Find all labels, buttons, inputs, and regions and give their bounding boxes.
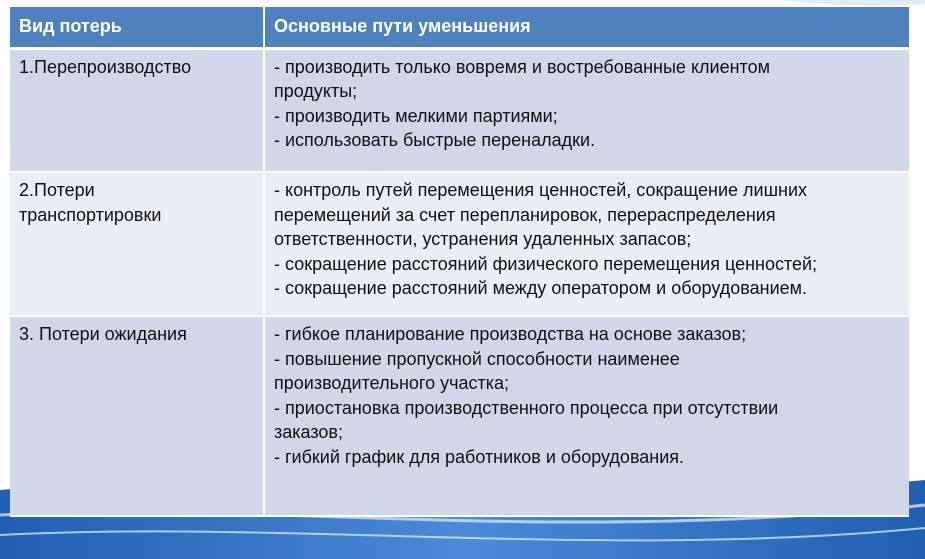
reduction-way-line: - повышение пропускной способности наименее: [274, 348, 680, 369]
loss-reduction-table-container: [10, 7, 909, 517]
loss-type-label: 2.Потери: [19, 180, 95, 200]
reduction-way-line: - приостановка производственного процесса при отсутствии: [274, 397, 779, 418]
loss-type-label: 3. Потери ожидания: [19, 324, 187, 344]
reduction-ways-cell: [264, 48, 909, 172]
reduction-way-line: - производить только вовремя и востребованные клиентом: [274, 56, 770, 77]
reduction-way-line: заказов;: [274, 422, 343, 442]
table-header-row: [10, 7, 909, 48]
table-row: [10, 172, 909, 316]
loss-type-cell: [10, 172, 264, 316]
table-row: [10, 316, 909, 516]
reduction-way-line: - сокращение расстояний физического перемещения ценностей;: [274, 253, 818, 274]
reduction-way-line: - использовать быстрые переналадки.: [274, 130, 596, 150]
loss-reduction-table: [10, 7, 909, 517]
reduction-way-line: производительного участка;: [274, 373, 509, 393]
reduction-way-line: - сокращение расстояний между оператором и оборудованием.: [274, 278, 808, 298]
reduction-way-line: ответственности, устранения удаленных запасов;: [274, 229, 692, 249]
header-reduction-ways: Основные пути уменьшения: [264, 7, 909, 48]
reduction-ways-cell: [264, 316, 909, 516]
reduction-way-line: - гибкий график для работников и оборудования.: [274, 446, 685, 467]
loss-type-label: 1.Перепроизводство: [19, 56, 192, 77]
reduction-ways-cell: [264, 172, 909, 316]
loss-type-cell: [10, 316, 264, 516]
reduction-way-line: перемещений за счет перепланировок, перераспределения: [274, 204, 776, 225]
table-row: [10, 48, 909, 172]
reduction-way-line: - контроль путей перемещения ценностей, сокращение лишних: [274, 180, 808, 200]
header-loss-type: Вид потерь: [10, 7, 264, 48]
reduction-way-line: продукты;: [274, 81, 358, 101]
loss-type-label: транспортировки: [19, 204, 162, 225]
loss-type-cell: [10, 48, 264, 172]
reduction-way-line: - гибкое планирование производства на основе заказов;: [274, 324, 747, 344]
reduction-way-line: - производить мелкими партиями;: [274, 105, 558, 126]
